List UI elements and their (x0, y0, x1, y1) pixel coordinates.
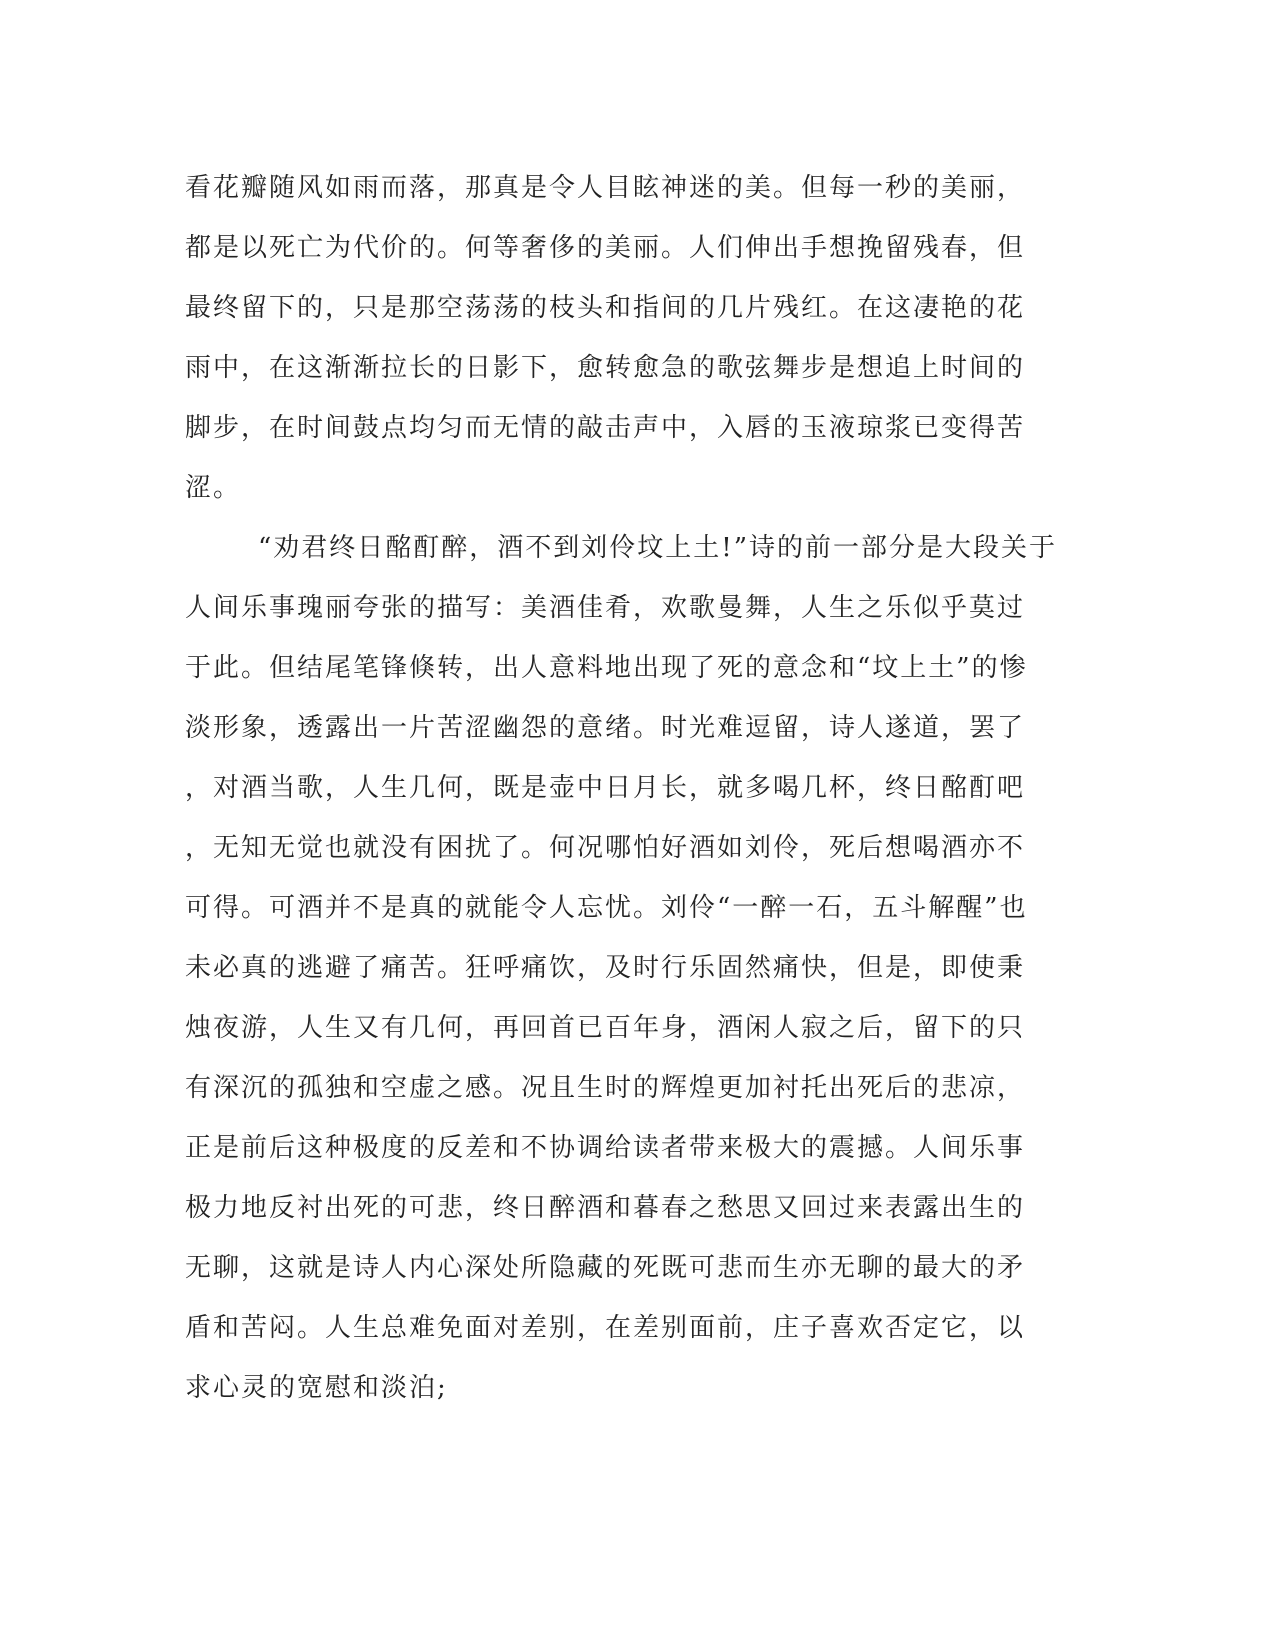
text-line: 极力地反衬出死的可悲，终日醉酒和暮春之愁思又回过来表露出生的 (185, 1193, 1026, 1223)
text-line: 看花瓣随风如雨而落，那真是令人目眩神迷的美。但每一秒的美丽， (185, 173, 1026, 203)
text-line: 有深沉的孤独和空虚之感。况且生时的辉煌更加衬托出死后的悲凉， (185, 1073, 1026, 1103)
text-line: 于此。但结尾笔锋倏转，出人意料地出现了死的意念和“坟上土”的惨 (185, 653, 1028, 683)
text-line: “劝君终日酩酊醉，酒不到刘伶坟上土!”诗的前一部分是大段关于 (258, 533, 1058, 563)
text-line: 雨中，在这渐渐拉长的日影下，愈转愈急的歌弦舞步是想追上时间的 (185, 353, 1026, 383)
text-line: 烛夜游，人生又有几何，再回首已百年身，酒闲人寂之后，留下的只 (185, 1013, 1026, 1043)
text-line: 盾和苦闷。人生总难免面对差别，在差别面前，庄子喜欢否定它，以 (185, 1313, 1026, 1343)
text-line: 淡形象，透露出一片苦涩幽怨的意绪。时光难逗留，诗人遂道，罢了 (185, 713, 1026, 743)
text-line: 正是前后这种极度的反差和不协调给读者带来极大的震撼。人间乐事 (185, 1133, 1026, 1163)
paragraph-1 (185, 158, 1085, 518)
text-line: 未必真的逃避了痛苦。狂呼痛饮，及时行乐固然痛快，但是，即使秉 (185, 953, 1026, 983)
text-line: 最终留下的，只是那空荡荡的枝头和指间的几片残红。在这凄艳的花 (185, 293, 1026, 323)
text-line: 求心灵的宽慰和淡泊; (185, 1373, 448, 1403)
paragraph-2 (185, 518, 1085, 1418)
text-line: 都是以死亡为代价的。何等奢侈的美丽。人们伸出手想挽留残春，但 (185, 233, 1026, 263)
text-line: 人间乐事瑰丽夸张的描写：美酒佳肴，欢歌曼舞，人生之乐似乎莫过 (185, 593, 1026, 623)
text-line: 无聊，这就是诗人内心深处所隐藏的死既可悲而生亦无聊的最大的矛 (185, 1253, 1026, 1283)
text-line: 可得。可酒并不是真的就能令人忘忧。刘伶“一醉一石，五斗解醒”也 (185, 893, 1028, 923)
text-line: 脚步，在时间鼓点均匀而无情的敲击声中，入唇的玉液琼浆已变得苦 (185, 413, 1026, 443)
text-line: ，对酒当歌，人生几何，既是壶中日月长，就多喝几杯，终日酩酊吧 (185, 773, 1026, 803)
text-line: 涩。 (185, 473, 242, 503)
text-line: ，无知无觉也就没有困扰了。何况哪怕好酒如刘伶，死后想喝酒亦不 (185, 833, 1026, 863)
body-text (185, 158, 1085, 1418)
